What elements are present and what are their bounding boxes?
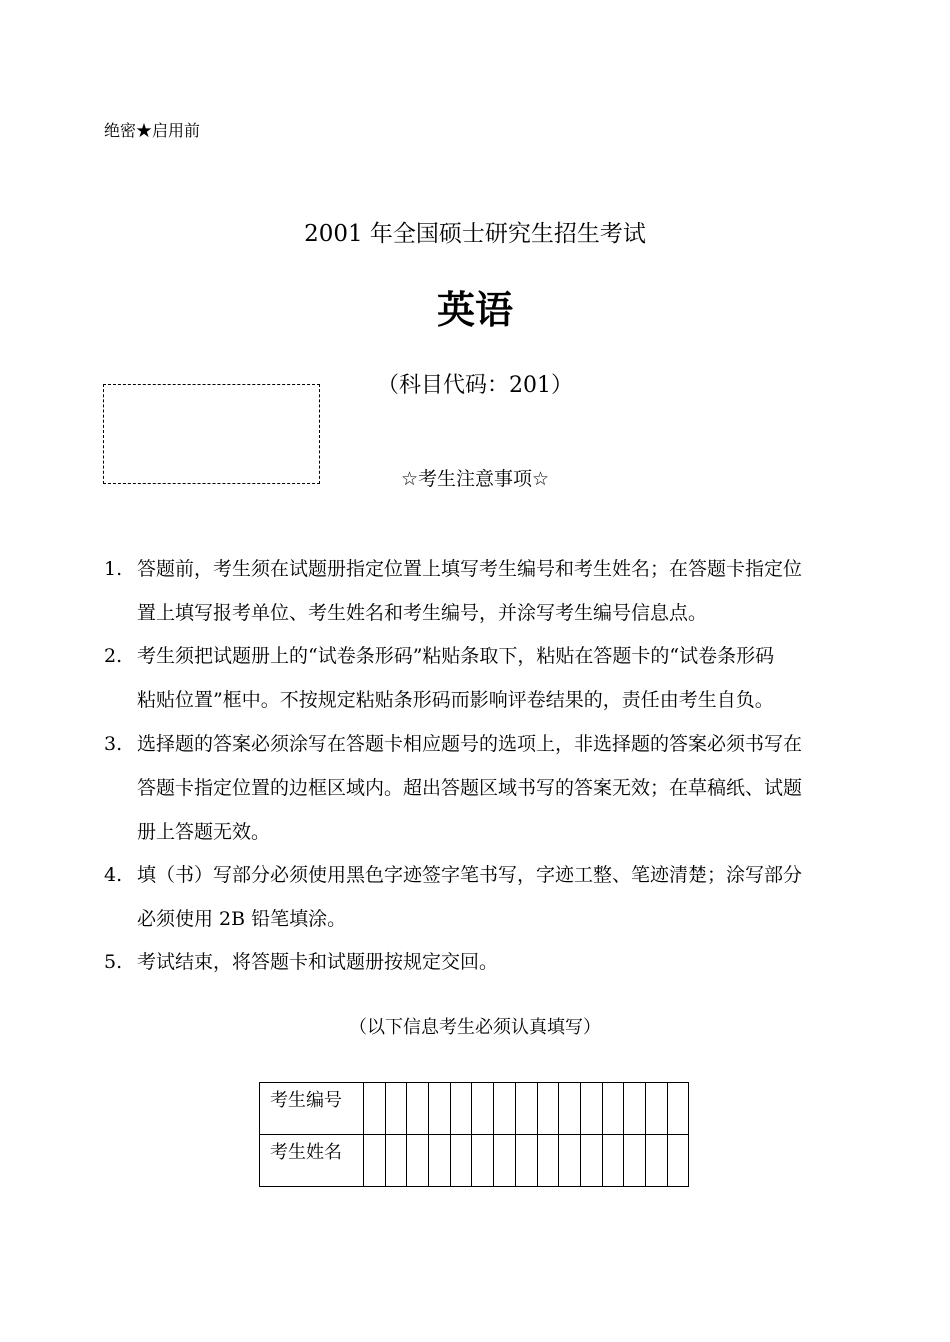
candidate-number-cell[interactable] (537, 1083, 559, 1135)
candidate-name-cell[interactable] (559, 1135, 581, 1187)
notice-item-3-line-1: 选择题的答案必须涂写在答题卡相应题号的选项上，非选择题的答案必须书写在 (137, 733, 803, 755)
subject-title: 英语 (436, 288, 513, 332)
notice-item-2-line-1: 考生须把试题册上的“试卷条形码”粘贴条取下，粘贴在答题卡的“试卷条形码 (137, 645, 775, 667)
candidate-number-cell[interactable] (559, 1083, 581, 1135)
candidate-name-cell[interactable] (450, 1135, 472, 1187)
candidate-number-cell[interactable] (667, 1083, 689, 1135)
info-caption: （以下信息考生必须认真填写） (349, 1017, 601, 1038)
candidate-number-cell[interactable] (624, 1083, 646, 1135)
candidate-number-cell[interactable] (602, 1083, 624, 1135)
notice-item-5-line-1: 考试结束，将答题卡和试题册按规定交回。 (137, 951, 499, 973)
secret-mark: 绝密★启用前 (104, 121, 201, 140)
candidate-name-cell[interactable] (429, 1135, 451, 1187)
candidate-name-cell[interactable] (580, 1135, 602, 1187)
candidate-number-cell[interactable] (385, 1083, 407, 1135)
barcode-placeholder-box (103, 384, 320, 484)
candidate-number-cell[interactable] (407, 1083, 429, 1135)
candidate-number-cell[interactable] (364, 1083, 386, 1135)
notice-item-2-number: 2. (104, 645, 123, 667)
notice-item-4-line-1: 填（书）写部分必须使用黑色字迹签字笔书写，字迹工整、笔迹清楚；涂写部分 (137, 864, 803, 886)
notice-item-1-number: 1. (104, 558, 123, 580)
candidate-number-cell[interactable] (472, 1083, 494, 1135)
subject-code: （科目代码：201） (377, 373, 573, 398)
candidate-name-cell[interactable] (537, 1135, 559, 1187)
exam-title: 2001 年全国硕士研究生招生考试 (304, 221, 646, 247)
notice-item-5-number: 5. (104, 951, 123, 973)
notice-item-1-line-2: 置上填写报考单位、考生姓名和考生编号，并涂写考生编号信息点。 (137, 602, 708, 624)
candidate-name-cell[interactable] (494, 1135, 516, 1187)
notice-item-2-line-2: 粘贴位置”框中。不按规定粘贴条形码而影响评卷结果的，责任由考生自负。 (137, 689, 774, 711)
candidate-number-cell[interactable] (645, 1083, 667, 1135)
candidate-number-label: 考生编号 (260, 1083, 364, 1135)
candidate-info-table (259, 1082, 689, 1187)
candidate-number-cell[interactable] (494, 1083, 516, 1135)
candidate-name-label: 考生姓名 (260, 1135, 364, 1187)
candidate-name-cell[interactable] (624, 1135, 646, 1187)
notice-title: ☆考生注意事项☆ (400, 468, 550, 490)
candidate-number-cell[interactable] (515, 1083, 537, 1135)
candidate-name-cell[interactable] (364, 1135, 386, 1187)
candidate-number-cell[interactable] (429, 1083, 451, 1135)
candidate-name-cell[interactable] (385, 1135, 407, 1187)
notice-item-1-line-1: 答题前，考生须在试题册指定位置上填写考生编号和考生姓名；在答题卡指定位 (137, 558, 803, 580)
candidate-name-cell[interactable] (645, 1135, 667, 1187)
candidate-name-cell[interactable] (472, 1135, 494, 1187)
notice-item-3-line-2: 答题卡指定位置的边框区域内。超出答题区域书写的答案无效；在草稿纸、试题 (137, 777, 803, 799)
notice-item-4-line-2: 必须使用 2B 铅笔填涂。 (137, 908, 347, 930)
candidate-number-cell[interactable] (450, 1083, 472, 1135)
candidate-number-cell[interactable] (580, 1083, 602, 1135)
candidate-name-cell[interactable] (515, 1135, 537, 1187)
notice-item-4-number: 4. (104, 864, 123, 886)
candidate-number-row (260, 1083, 689, 1135)
candidate-name-cell[interactable] (667, 1135, 689, 1187)
candidate-name-cell[interactable] (407, 1135, 429, 1187)
candidate-name-cell[interactable] (602, 1135, 624, 1187)
notice-item-3-number: 3. (104, 733, 123, 755)
candidate-name-row (260, 1135, 689, 1187)
notice-item-3-line-3: 册上答题无效。 (137, 821, 271, 843)
